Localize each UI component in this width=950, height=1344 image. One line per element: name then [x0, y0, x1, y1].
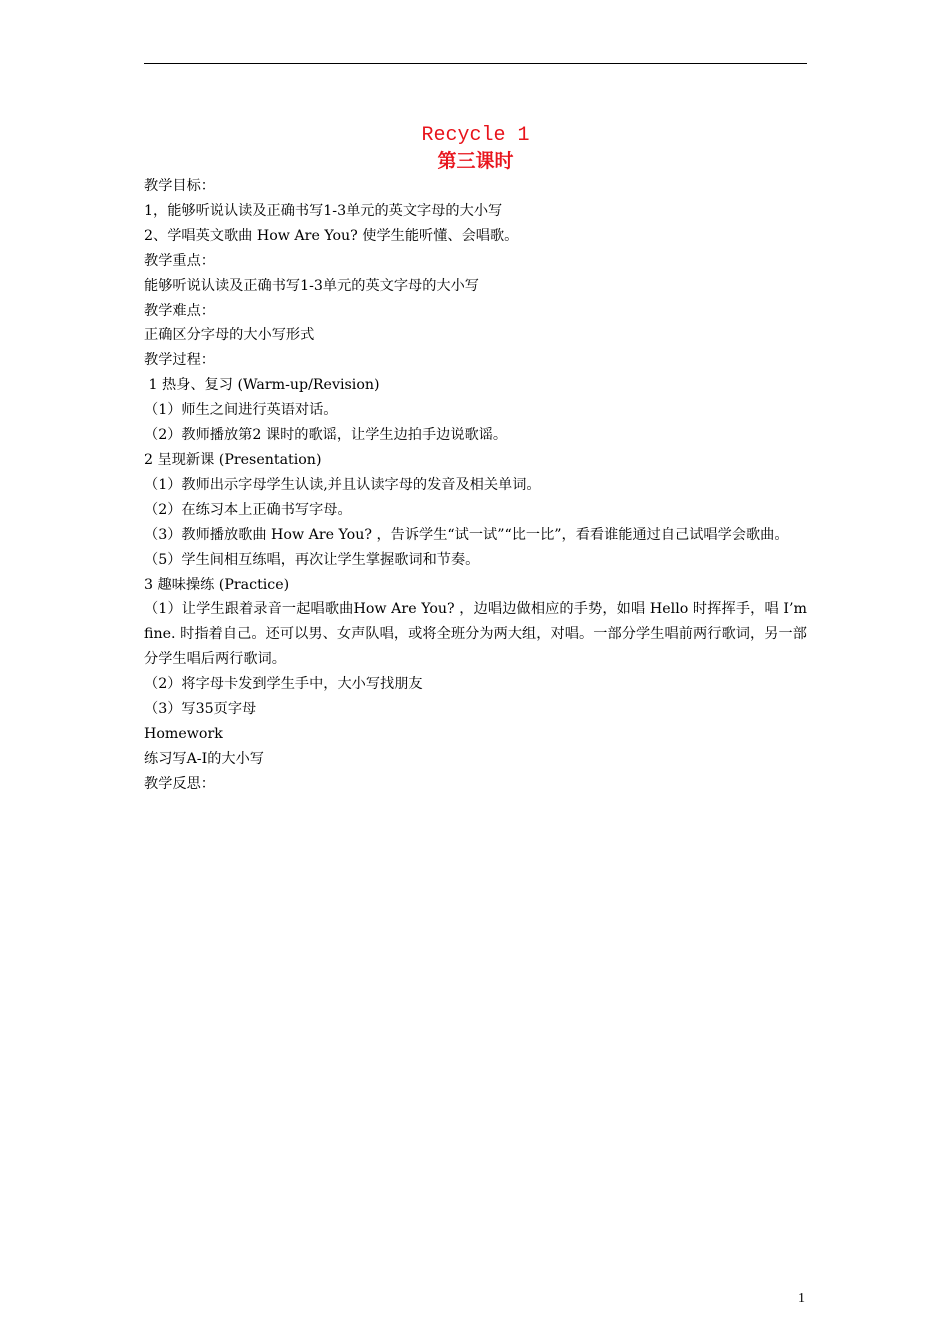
section-heading-reflection: 教学反思： — [144, 775, 215, 792]
document-title: Recycle 1 — [421, 124, 530, 147]
process-step-item: （2）教师播放第2 课时的歌谣，让学生边拍手边说歌谣。 — [144, 427, 508, 444]
process-step-item: （1）教师出示字母学生认读,并且认读字母的发音及相关单词。 — [144, 476, 541, 493]
process-step-item: （3）写35页字母 — [144, 701, 257, 718]
document-subtitle: 第三课时 — [437, 150, 514, 172]
header-rule — [144, 63, 807, 64]
section-heading-key-points: 教学重点： — [144, 252, 215, 269]
homework-text: 练习写A-I的大小写 — [144, 750, 264, 767]
objective-item: 1，能够听说认读及正确书写1-3单元的英文字母的大小写 — [144, 202, 503, 219]
process-step-heading: 2 呈现新课 (Presentation) — [144, 451, 322, 468]
process-step-item: （2）在练习本上正确书写字母。 — [144, 501, 352, 518]
document-body — [144, 174, 807, 797]
process-step-heading: 1 热身、复习 (Warm-up/Revision) — [144, 377, 380, 394]
section-heading-process: 教学过程： — [144, 352, 215, 369]
process-step-item: （1）让学生跟着录音一起唱歌曲How Are You? ，边唱边做相应的手势，如唱 Hello 时挥挥手，唱 I’m fine. 时指着自己。还可以男、女声队唱，或将全班分为两大组，对唱。一部分学生唱前两行歌词，另一部分学生唱后两行歌词。 — [144, 601, 807, 668]
homework-heading: Homework — [144, 725, 223, 742]
process-step-item: （3）教师播放歌曲 How Are You? ，告诉学生“试一试”“比一比”，看看谁能通过自己试唱学会歌曲。 — [144, 526, 789, 543]
title-block — [144, 124, 807, 174]
process-step-item: （5）学生间相互练唱，再次让学生掌握歌词和节奏。 — [144, 551, 480, 568]
section-heading-objectives: 教学目标： — [144, 178, 215, 194]
page-number: 1 — [798, 1291, 805, 1306]
process-step-item: （2）将字母卡发到学生手中，大小写找朋友 — [144, 676, 423, 693]
section-heading-difficulties: 教学难点： — [144, 302, 215, 319]
key-point-text: 能够听说认读及正确书写1-3单元的英文字母的大小写 — [144, 277, 479, 294]
process-step-heading: 3 趣味操练 (Practice) — [144, 576, 290, 593]
process-step-item: （1）师生之间进行英语对话。 — [144, 402, 338, 419]
difficulty-text: 正确区分字母的大小写形式 — [144, 327, 315, 344]
objective-item: 2、学唱英文歌曲 How Are You? 使学生能听懂、会唱歌。 — [144, 227, 519, 244]
